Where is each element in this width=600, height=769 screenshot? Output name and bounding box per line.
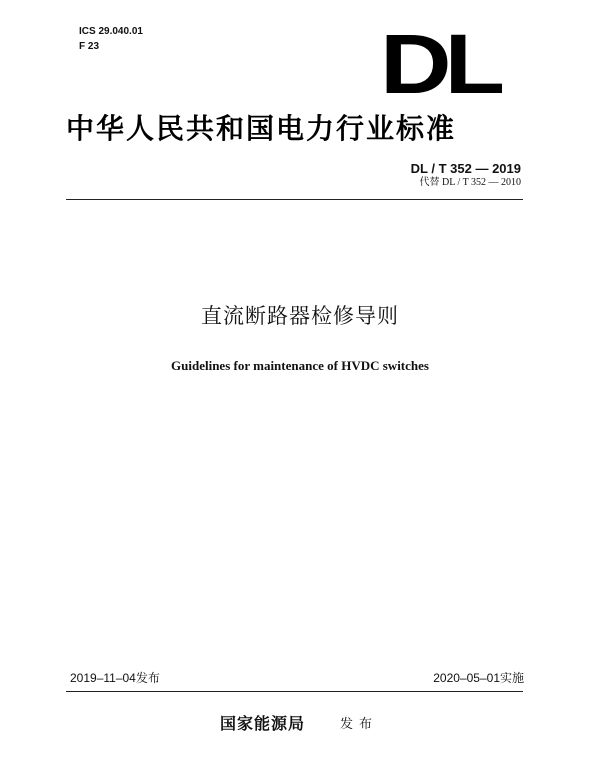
- top-divider: [66, 199, 523, 200]
- dl-logo: DL: [380, 17, 498, 111]
- document-title-english: Guidelines for maintenance of HVDC switches: [171, 358, 429, 373]
- publish-label: 发布: [340, 717, 379, 732]
- implementation-date: 2020–05–01实施: [433, 671, 524, 685]
- classification-code: F 23: [79, 41, 100, 52]
- standard-number: DL / T 352 — 2019: [410, 161, 521, 176]
- issue-date: 2019–11–04发布: [70, 671, 160, 685]
- document-title-chinese: 直流断路器检修导则: [201, 304, 399, 328]
- replaces-standard: 代替 DL / T 352 — 2010: [419, 177, 521, 188]
- bottom-divider: [66, 691, 523, 692]
- ics-code: ICS 29.040.01: [79, 26, 143, 37]
- publisher-name: 国家能源局: [220, 714, 306, 733]
- organization-title: 中华人民共和国电力行业标准: [66, 112, 457, 145]
